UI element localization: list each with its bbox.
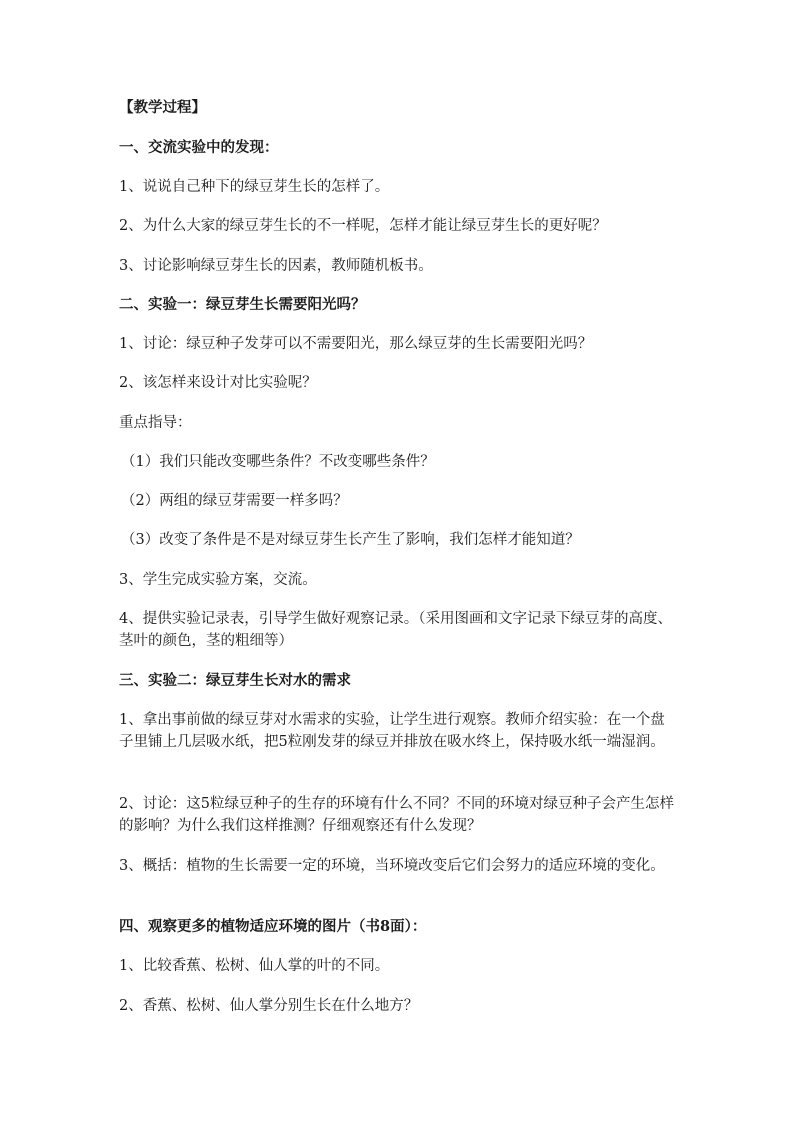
section-heading-3: 三、实验二：绿豆芽生长对水的需求 <box>119 672 351 689</box>
section-heading-4: 四、观察更多的植物适应环境的图片（书8面）： <box>119 918 427 935</box>
paragraph: 1、拿出事前做的绿豆芽对水需求的实验，让学生进行观察。教师介绍实验：在一个盘子里铺上几层吸水纸，把5粒刚发芽的绿豆并排放在吸水终上，保持吸水纸一端湿润。 <box>119 712 665 750</box>
paragraph: 2、香蕉、松树、仙人掌分别生长在什么地方？ <box>119 998 419 1014</box>
paragraph: 重点指导： <box>119 415 192 431</box>
paragraph: （1）我们只能改变哪些条件？不改变哪些条件？ <box>121 454 435 470</box>
paragraph: 3、讨论影响绿豆芽生长的因素，教师随机板书。 <box>119 258 433 274</box>
paragraph: 1、比较香蕉、松树、仙人掌的叶的不同。 <box>119 958 390 974</box>
paragraph: 2、该怎样来设计对比实验呢？ <box>119 375 317 391</box>
paragraph: 3、学生完成实验方案，交流。 <box>119 572 317 588</box>
document-title: 【教学过程】 <box>119 99 206 116</box>
paragraph: （3）改变了条件是不是对绿豆芽生长产生了影响，我们怎样才能知道？ <box>121 532 580 548</box>
section-heading-1: 一、交流实验中的发现： <box>119 139 279 156</box>
paragraph: 1、讨论：绿豆种子发芽可以不需要阳光，那么绿豆芽的生长需要阳光吗？ <box>119 336 593 352</box>
paragraph: （2）两组的绿豆芽需要一样多吗？ <box>121 493 348 509</box>
paragraph: 1、说说自己种下的绿豆芽生长的怎样了。 <box>119 179 390 195</box>
paragraph: 2、为什么大家的绿豆芽生长的不一样呢，怎样才能让绿豆芽生长的更好呢？ <box>119 218 607 234</box>
section-heading-2: 二、实验一：绿豆芽生长需要阳光吗？ <box>119 296 366 313</box>
paragraph: 4、提供实验记录表，引导学生做好观察记录。（采用图画和文字记录下绿豆芽的高度、茎叶的颜色，茎的粗细等） <box>119 611 672 649</box>
paragraph: 3、概括：植物的生长需要一定的环境，当环境改变后它们会努力的适应环境的变化。 <box>119 858 665 874</box>
paragraph: 2、讨论：这5粒绿豆种子的生存的环境有什么不同？不同的环境对绿豆种子会产生怎样的影响？为什么我们这样推测？仔细观察还有什么发现？ <box>119 796 674 834</box>
